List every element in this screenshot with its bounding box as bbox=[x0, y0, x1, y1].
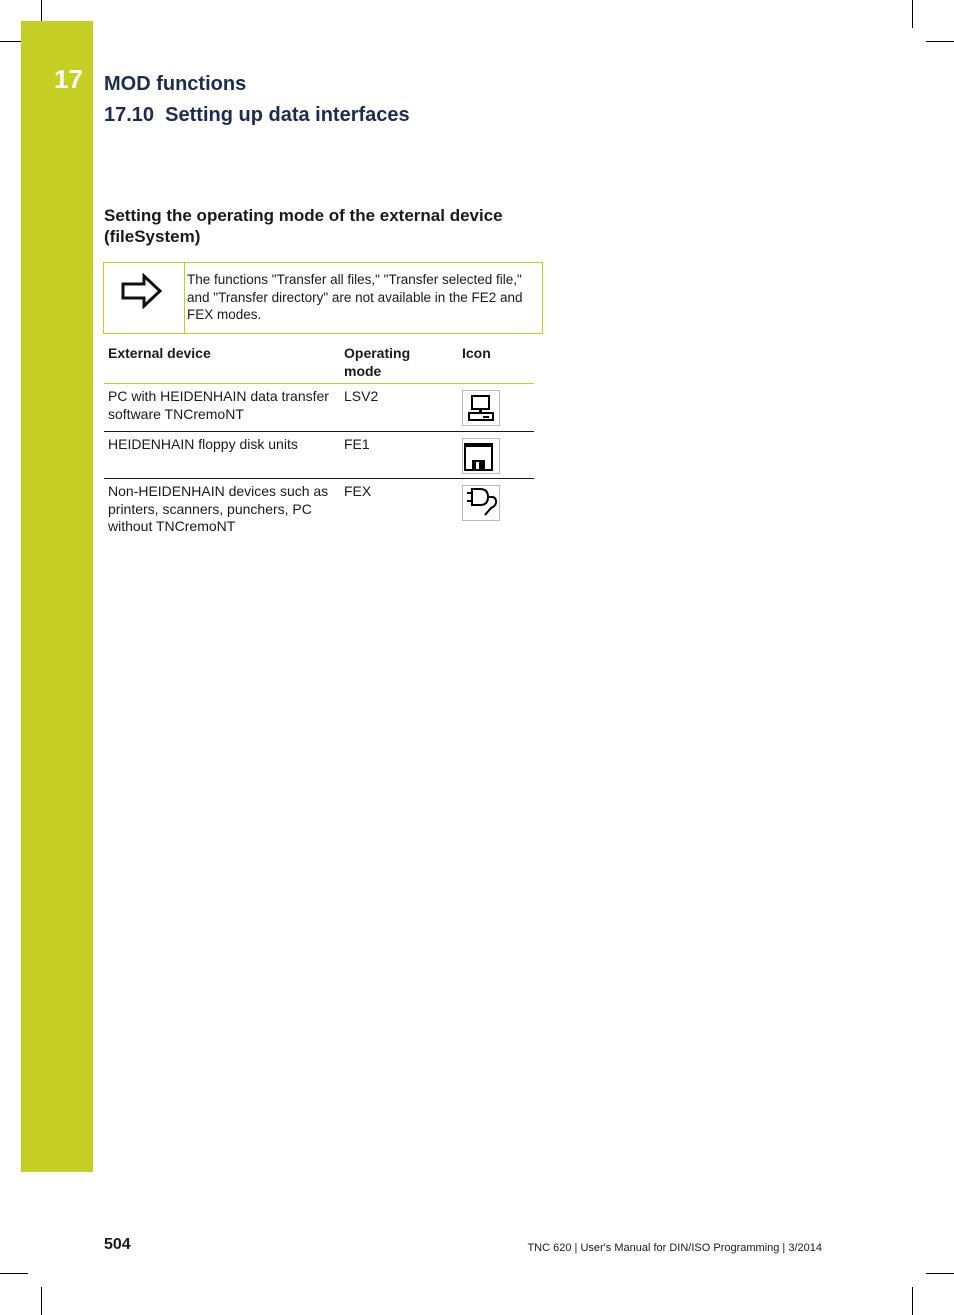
crop-mark bbox=[912, 1287, 913, 1315]
chapter-title: MOD functions bbox=[104, 73, 247, 95]
mode-cell: FE1 bbox=[344, 436, 370, 452]
pc-icon bbox=[462, 390, 500, 426]
arrow-right-icon bbox=[120, 273, 164, 314]
device-cell: Non-HEIDENHAIN devices such as printers, scanners, punchers, PC without TNCremoNT bbox=[108, 483, 329, 534]
table-row bbox=[104, 432, 534, 479]
crop-mark bbox=[0, 1273, 28, 1274]
page-number: 504 bbox=[104, 1236, 131, 1253]
mode-cell: FEX bbox=[344, 483, 372, 499]
crop-mark bbox=[912, 0, 913, 28]
plug-icon bbox=[462, 485, 500, 521]
crop-mark bbox=[926, 1273, 954, 1274]
table-row bbox=[104, 479, 534, 539]
section-title: 17.10 Setting up data interfaces bbox=[104, 104, 410, 126]
note-divider bbox=[184, 263, 185, 333]
footer-text: TNC 620 | User's Manual for DIN/ISO Programming | 3/2014 bbox=[527, 1242, 822, 1254]
mode-cell: LSV2 bbox=[344, 388, 379, 404]
chapter-side-bar bbox=[21, 21, 93, 1172]
device-cell: HEIDENHAIN floppy disk units bbox=[108, 436, 298, 452]
note-box bbox=[103, 262, 543, 334]
column-header-icon: Icon bbox=[462, 345, 491, 361]
subsection-heading: Setting the operating mode of the external device (fileSystem) bbox=[104, 206, 503, 246]
column-header-mode: Operating mode bbox=[344, 345, 411, 379]
crop-mark bbox=[41, 0, 42, 21]
note-text: The functions "Transfer all files," "Transfer selected file," and "Transfer directory" are not available in the FE2 and FEX modes. bbox=[187, 272, 523, 322]
table-row bbox=[104, 384, 534, 432]
crop-mark bbox=[0, 41, 21, 42]
crop-mark bbox=[926, 41, 954, 42]
chapter-number: 17 bbox=[54, 64, 83, 94]
floppy-disk-icon bbox=[462, 438, 500, 474]
column-header-device: External device bbox=[108, 345, 211, 361]
table-header bbox=[104, 340, 534, 384]
device-cell: PC with HEIDENHAIN data transfer software TNCremoNT bbox=[108, 388, 329, 422]
crop-mark bbox=[41, 1287, 42, 1315]
device-table bbox=[104, 340, 534, 539]
